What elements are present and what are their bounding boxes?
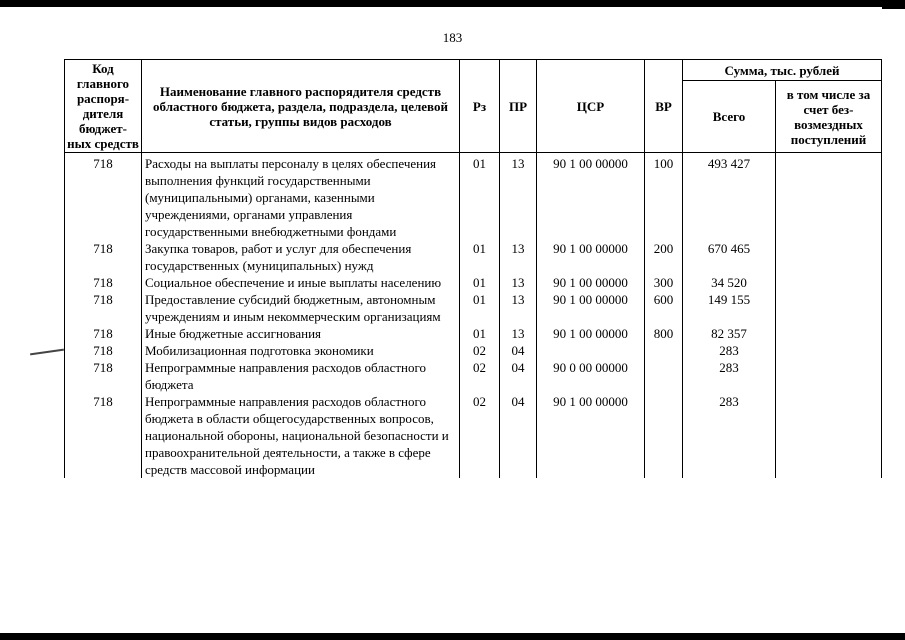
cell-grants [776, 274, 882, 291]
cell-total: 493 427 [683, 153, 776, 241]
cell-pr: 04 [500, 342, 537, 359]
cell-vr: 100 [645, 153, 683, 241]
cell-code: 718 [65, 291, 142, 325]
cell-code: 718 [65, 393, 142, 478]
cell-total: 670 465 [683, 240, 776, 274]
cell-csr: 90 0 00 00000 [537, 359, 645, 393]
table-row [65, 274, 882, 291]
cell-pr: 13 [500, 153, 537, 241]
header-rz: Рз [460, 60, 500, 153]
table-row [65, 393, 882, 478]
cell-name: Расходы на выплаты персоналу в целях обеспечения выполнения функций государственными (муниципальными) органами, казенными учреждениями, органами управления государственными внебюджетными фондами [142, 153, 460, 241]
cell-total: 82 357 [683, 325, 776, 342]
header-pr: ПР [500, 60, 537, 153]
cell-grants [776, 291, 882, 325]
table-row [65, 359, 882, 393]
scan-pen-mark [30, 349, 64, 356]
cell-name: Непрограммные направления расходов областного бюджета [142, 359, 460, 393]
cell-rz: 02 [460, 393, 500, 478]
cell-name: Мобилизационная подготовка экономики [142, 342, 460, 359]
cell-code: 718 [65, 342, 142, 359]
cell-pr: 13 [500, 274, 537, 291]
header-code: Код главного распоря- дителя бюджет- ных средств [65, 60, 142, 153]
header-name: Наименование главного распорядителя средств областного бюджета, раздела, подраздела, целевой статьи, группы видов расходов [142, 60, 460, 153]
cell-csr: 90 1 00 00000 [537, 240, 645, 274]
cell-name: Предоставление субсидий бюджетным, автономным учреждениям и иным некоммерческим организациям [142, 291, 460, 325]
cell-pr: 04 [500, 393, 537, 478]
cell-csr: 90 1 00 00000 [537, 325, 645, 342]
cell-name: Социальное обеспечение и иные выплаты населению [142, 274, 460, 291]
header-vr: ВР [645, 60, 683, 153]
table-row [65, 325, 882, 342]
cell-name: Закупка товаров, работ и услуг для обеспечения государственных (муниципальных) нужд [142, 240, 460, 274]
table-header [65, 60, 882, 153]
cell-code: 718 [65, 240, 142, 274]
table-body [65, 153, 882, 479]
cell-total: 283 [683, 359, 776, 393]
cell-code: 718 [65, 325, 142, 342]
cell-vr: 300 [645, 274, 683, 291]
header-total: Всего [683, 81, 776, 153]
table-row [65, 342, 882, 359]
cell-grants [776, 393, 882, 478]
cell-grants [776, 359, 882, 393]
cell-code: 718 [65, 359, 142, 393]
cell-vr [645, 393, 683, 478]
cell-grants [776, 342, 882, 359]
header-csr: ЦСР [537, 60, 645, 153]
cell-grants [776, 240, 882, 274]
cell-csr: 90 1 00 00000 [537, 291, 645, 325]
header-grants: в том числе за счет без- возмездных поступлений [776, 81, 882, 153]
cell-pr: 13 [500, 240, 537, 274]
cell-rz: 01 [460, 291, 500, 325]
budget-table [64, 59, 882, 478]
cell-code: 718 [65, 274, 142, 291]
scan-top-border [0, 0, 905, 7]
cell-vr: 600 [645, 291, 683, 325]
cell-code: 718 [65, 153, 142, 241]
cell-vr [645, 342, 683, 359]
cell-rz: 02 [460, 342, 500, 359]
cell-vr: 800 [645, 325, 683, 342]
cell-total: 149 155 [683, 291, 776, 325]
cell-grants [776, 325, 882, 342]
cell-grants [776, 153, 882, 241]
cell-rz: 01 [460, 153, 500, 241]
cell-csr [537, 342, 645, 359]
cell-total: 283 [683, 393, 776, 478]
cell-pr: 13 [500, 325, 537, 342]
cell-total: 34 520 [683, 274, 776, 291]
cell-name: Иные бюджетные ассигнования [142, 325, 460, 342]
table-row [65, 291, 882, 325]
scan-bottom-border [0, 633, 905, 640]
cell-rz: 02 [460, 359, 500, 393]
cell-rz: 01 [460, 325, 500, 342]
cell-total: 283 [683, 342, 776, 359]
cell-name: Непрограммные направления расходов областного бюджета в области общегосударственных вопросов, национальной обороны, национальной безопасности и правоохранительной деятельности, а также в сфере средств массовой информации [142, 393, 460, 478]
cell-rz: 01 [460, 274, 500, 291]
cell-vr: 200 [645, 240, 683, 274]
cell-csr: 90 1 00 00000 [537, 274, 645, 291]
table-row [65, 240, 882, 274]
cell-rz: 01 [460, 240, 500, 274]
cell-csr: 90 1 00 00000 [537, 393, 645, 478]
cell-pr: 04 [500, 359, 537, 393]
cell-vr [645, 359, 683, 393]
page-number: 183 [442, 30, 463, 45]
scan-top-border-corner [882, 0, 905, 9]
cell-pr: 13 [500, 291, 537, 325]
table-row [65, 153, 882, 241]
header-sum: Сумма, тыс. рублей [683, 60, 882, 81]
cell-csr: 90 1 00 00000 [537, 153, 645, 241]
